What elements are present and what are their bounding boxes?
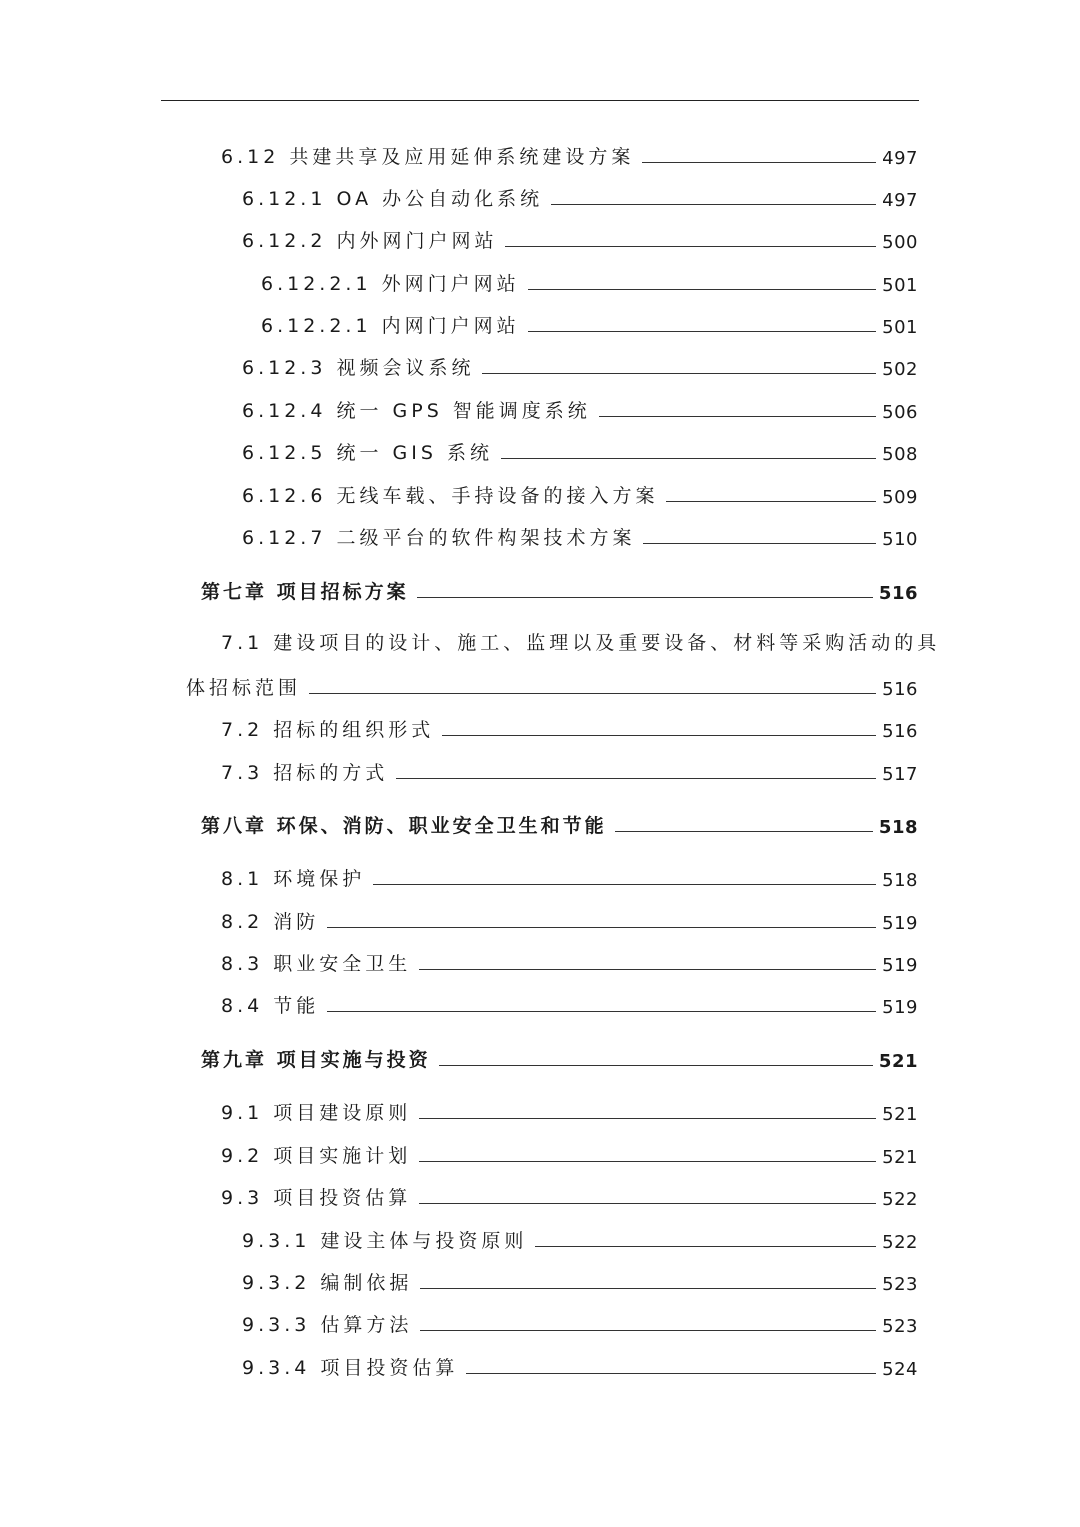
toc-title: 9.3.3 估算方法 <box>242 1314 413 1336</box>
toc-entry[interactable] <box>221 1178 918 1210</box>
toc-page: 518 <box>882 870 918 891</box>
toc-title: 8.4 节能 <box>221 995 320 1017</box>
toc-page: 523 <box>882 1316 918 1337</box>
toc-entry[interactable] <box>221 944 918 976</box>
toc-title: 9.3.2 编制依据 <box>242 1272 413 1294</box>
toc-entry[interactable] <box>221 1093 918 1125</box>
toc-entry[interactable] <box>242 476 918 508</box>
toc-entry[interactable] <box>242 1348 918 1380</box>
toc-title: 6.12.7 二级平台的软件构架技术方案 <box>242 527 636 549</box>
toc-title: 7.2 招标的组织形式 <box>221 719 435 741</box>
toc-entry[interactable] <box>221 1136 918 1168</box>
toc-title: 8.2 消防 <box>221 911 320 933</box>
dot-leader <box>666 501 876 502</box>
toc-page: 519 <box>882 997 918 1018</box>
toc-title: 6.12.3 视频会议系统 <box>242 357 475 379</box>
toc-page: 516 <box>878 583 918 604</box>
toc-page: 522 <box>882 1189 918 1210</box>
toc-page: 523 <box>882 1274 918 1295</box>
toc-page: 500 <box>882 232 918 253</box>
toc-page: 521 <box>882 1104 918 1125</box>
dot-leader <box>373 884 876 885</box>
toc-page: 497 <box>882 190 918 211</box>
toc-entry[interactable] <box>186 668 918 700</box>
toc-entry[interactable] <box>242 1221 918 1253</box>
toc-entry[interactable] <box>242 221 918 253</box>
dot-leader <box>442 735 876 736</box>
toc-title: 8.1 环境保护 <box>221 868 366 890</box>
toc-chapter[interactable] <box>201 1040 918 1072</box>
toc-entry[interactable] <box>221 859 918 891</box>
toc-entry[interactable] <box>221 137 918 169</box>
dot-leader <box>505 246 876 247</box>
toc-entry[interactable] <box>242 1263 918 1295</box>
toc-entry[interactable] <box>242 348 918 380</box>
dot-leader <box>419 1203 876 1204</box>
toc-entry[interactable] <box>261 306 918 338</box>
toc-title: 第八章 环保、消防、职业安全卫生和节能 <box>201 815 607 837</box>
toc-page: 519 <box>882 913 918 934</box>
toc-title: 6.12.2 内外网门户网站 <box>242 230 498 252</box>
dot-leader <box>420 1330 876 1331</box>
toc-entry[interactable] <box>242 433 918 465</box>
dot-leader <box>482 373 876 374</box>
dot-leader <box>419 969 876 970</box>
toc-title: 6.12.2.1 外网门户网站 <box>261 273 520 295</box>
toc-title: 第七章 项目招标方案 <box>201 581 409 603</box>
dot-leader <box>417 597 873 598</box>
toc-page: 502 <box>882 359 918 380</box>
toc-title: 8.3 职业安全卫生 <box>221 953 412 975</box>
dot-leader <box>615 831 873 832</box>
dot-leader <box>466 1373 876 1374</box>
dot-leader <box>309 693 876 694</box>
dot-leader <box>535 1246 876 1247</box>
toc-page: 521 <box>882 1147 918 1168</box>
toc-chapter[interactable] <box>201 572 918 604</box>
dot-leader <box>551 204 876 205</box>
toc-title: 6.12.2.1 内网门户网站 <box>261 315 520 337</box>
toc-title: 9.2 项目实施计划 <box>221 1145 412 1167</box>
toc-page: 517 <box>882 764 918 785</box>
toc-title: 体招标范围 <box>186 677 302 699</box>
toc-entry[interactable] <box>242 1305 918 1337</box>
dot-leader <box>528 331 877 332</box>
toc-title: 9.3.4 项目投资估算 <box>242 1357 459 1379</box>
toc-entry[interactable] <box>242 179 918 211</box>
toc-page: 497 <box>882 148 918 169</box>
toc-page: 501 <box>882 317 918 338</box>
toc-entry[interactable] <box>221 902 918 934</box>
toc-title: 6.12.5 统一 GIS 系统 <box>242 442 493 464</box>
toc-title: 第九章 项目实施与投资 <box>201 1049 431 1071</box>
toc-title: 6.12.1 OA 办公自动化系统 <box>242 188 544 210</box>
toc-title: 7.3 招标的方式 <box>221 762 389 784</box>
dot-leader <box>501 458 876 459</box>
toc-page: 506 <box>882 402 918 423</box>
toc-page: 522 <box>882 1232 918 1253</box>
toc-entry[interactable] <box>242 518 918 550</box>
toc-title: 9.3.1 建设主体与投资原则 <box>242 1230 528 1252</box>
toc-page: 521 <box>878 1051 918 1072</box>
toc-page: 508 <box>882 444 918 465</box>
toc-title: 9.1 项目建设原则 <box>221 1102 412 1124</box>
toc-title: 6.12.4 统一 GPS 智能调度系统 <box>242 400 591 422</box>
dot-leader <box>439 1065 873 1066</box>
dot-leader <box>420 1288 876 1289</box>
dot-leader <box>642 162 876 163</box>
toc-page: 519 <box>882 955 918 976</box>
toc-entry[interactable] <box>221 710 918 742</box>
toc-entry[interactable] <box>221 753 918 785</box>
toc-title-first-line[interactable]: 7.1 建设项目的设计、施工、监理以及重要设备、材料等采购活动的具 <box>221 632 941 654</box>
toc-page: 501 <box>882 275 918 296</box>
toc-entry[interactable] <box>242 391 918 423</box>
dot-leader <box>528 289 877 290</box>
dot-leader <box>643 543 876 544</box>
toc-entry[interactable] <box>261 264 918 296</box>
toc-page: 516 <box>882 721 918 742</box>
toc-page: 518 <box>878 817 918 838</box>
toc-page: 516 <box>882 679 918 700</box>
dot-leader <box>599 416 876 417</box>
dot-leader <box>327 1011 876 1012</box>
toc-title: 6.12.6 无线车载、手持设备的接入方案 <box>242 485 659 507</box>
toc-page: 510 <box>882 529 918 550</box>
toc-page: 509 <box>882 487 918 508</box>
dot-leader <box>396 778 876 779</box>
toc-title: 6.12 共建共享及应用延伸系统建设方案 <box>221 146 635 168</box>
toc-chapter[interactable] <box>201 806 918 838</box>
dot-leader <box>327 927 876 928</box>
dot-leader <box>419 1118 876 1119</box>
dot-leader <box>419 1161 876 1162</box>
toc-entry[interactable] <box>221 986 918 1018</box>
toc-title: 9.3 项目投资估算 <box>221 1187 412 1209</box>
toc-page: 524 <box>882 1359 918 1380</box>
